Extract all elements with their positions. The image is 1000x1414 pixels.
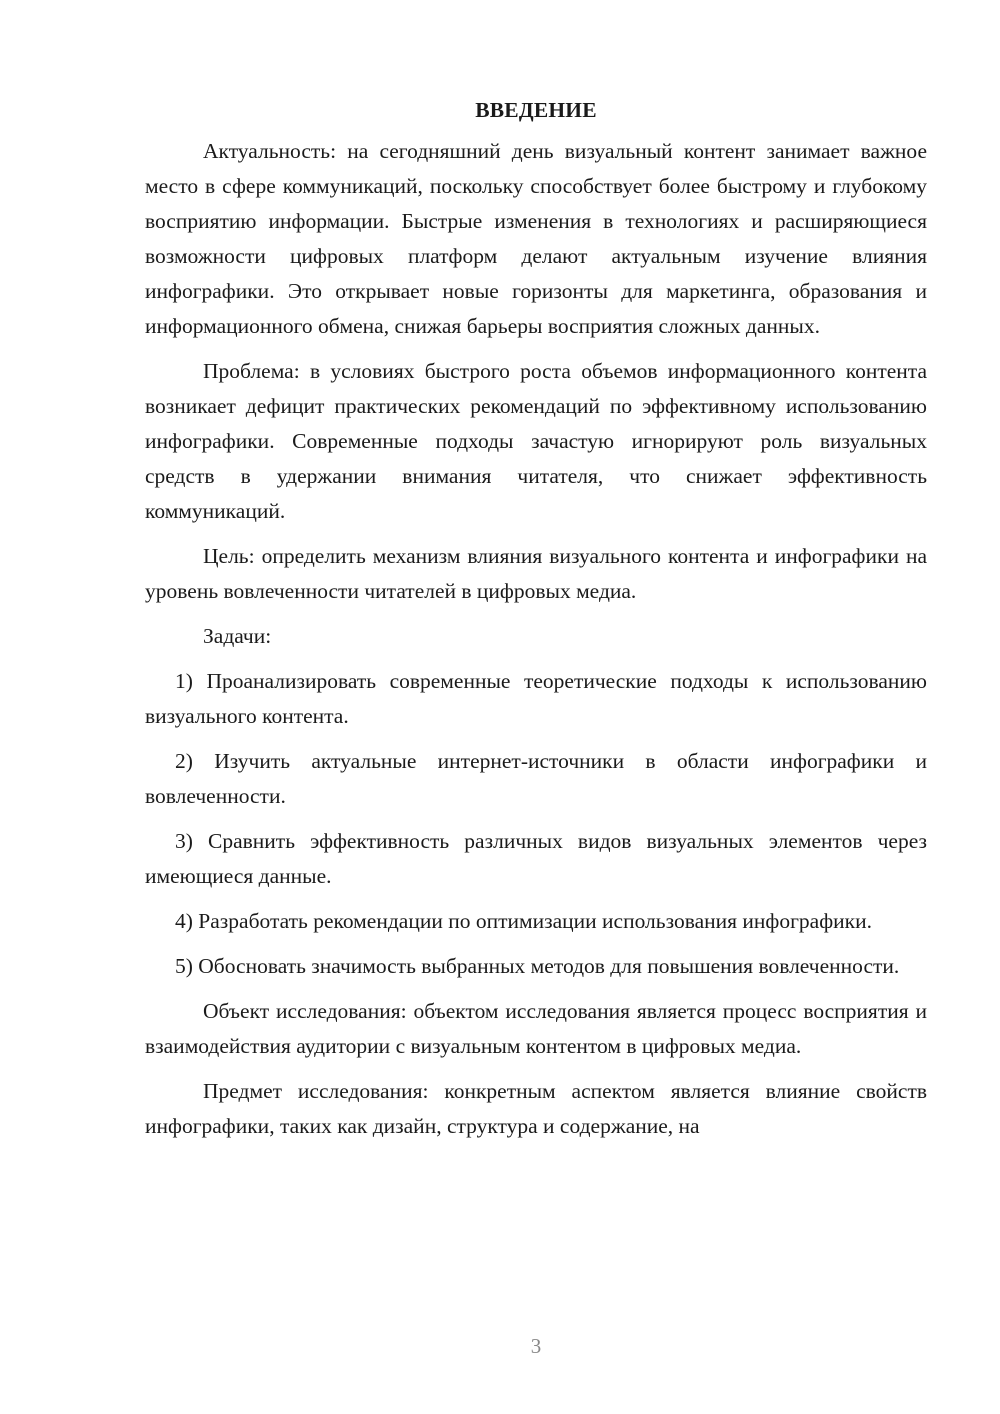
paragraph-subject: Предмет исследования: конкретным аспектом является влияние свойств инфографики, таких как дизайн, структура и содержание, на [145,1079,927,1138]
section-heading: ВВЕДЕНИЕ [475,98,597,122]
task-item: 2) Изучить актуальные интернет-источники в области инфографики и вовлеченности. [145,749,927,808]
page-content [145,93,927,1154]
tasks-title: Задачи: [203,624,272,648]
paragraph-object: Объект исследования: объектом исследования является процесс восприятия и взаимодействия аудитории с визуальным контентом в цифровых медиа. [145,999,927,1058]
paragraph-relevance: Актуальность: на сегодняшний день визуальный контент занимает важное место в сфере коммуникаций, поскольку способствует более быстрому и глубокому восприятию информации. Быстрые изменения в технологиях и расширяющиеся возможности цифровых платформ делают актуальным изучение влияния инфографики. Это открывает новые горизонты для маркетинга, образования и информационного обмена, снижая барьеры восприятия сложных данных. [145,139,927,338]
paragraph-problem: Проблема: в условиях быстрого роста объемов информационного контента возникает дефицит практических рекомендаций по эффективному использованию инфографики. Современные подходы зачастую игнорируют роль визуальных средств в удержании внимания читателя, что снижает эффективность коммуникаций. [145,359,927,523]
task-item: 3) Сравнить эффективность различных видов визуальных элементов через имеющиеся данные. [145,829,927,888]
task-item: 1) Проанализировать современные теоретические подходы к использованию визуального контента. [145,669,927,728]
page-number: 3 [530,1334,542,1358]
task-item: 5) Обосновать значимость выбранных методов для повышения вовлеченности. [175,954,900,978]
task-item: 4) Разработать рекомендации по оптимизации использования инфографики. [175,909,872,933]
paragraph-goal: Цель: определить механизм влияния визуального контента и инфографики на уровень вовлеченности читателей в цифровых медиа. [145,544,927,603]
